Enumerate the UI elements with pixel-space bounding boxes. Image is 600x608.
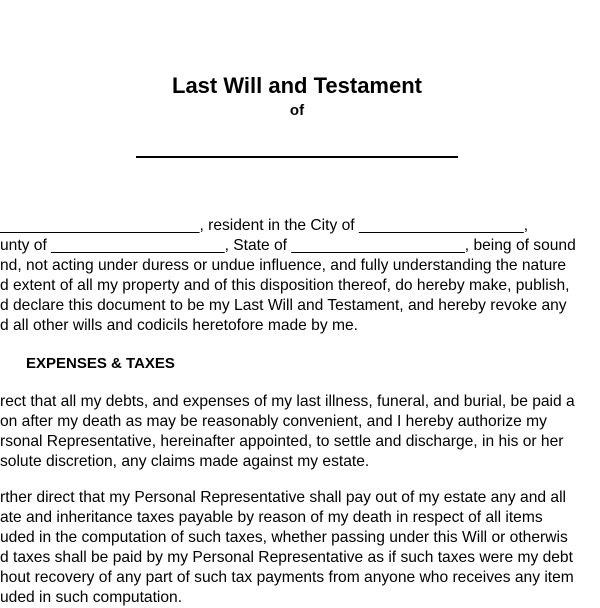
intro-line: unty of ____________________, State of ____________________, being of sound [0,237,576,254]
intro-line: d extent of all my property and of this disposition thereof, do hereby make, publish, [0,277,570,294]
paragraph-line: rsonal Representative, hereinafter appointed, to settle and discharge, in his or her [0,433,564,450]
section-heading-expenses-taxes: EXPENSES & TAXES [26,355,175,372]
paragraph-line: uded in the computation of such taxes, whether passing under this Will or otherwis [0,529,568,546]
paragraph-line: hout recovery of any part of such tax payments from anyone who receives any item [0,569,574,586]
paragraph-line: solute discretion, any claims made against my estate. [0,453,370,470]
title-of: of [289,102,305,119]
intro-line: nd, not acting under duress or undue influence, and fully understanding the nature [0,257,567,274]
paragraph-line: ate and inheritance taxes payable by reason of my death in respect of all items [0,509,543,526]
document-title: Last Will and Testament [172,73,422,98]
intro-line: d all other wills and codicils heretofore made by me. [0,317,358,334]
testator-name-blank [136,156,458,158]
paragraph-line: d taxes shall be paid by my Personal Representative as if such taxes were my debt [0,549,573,566]
paragraph-line: rther direct that my Personal Representative shall pay out of my estate any and all [0,489,566,506]
paragraph-line: on after my death as may be reasonably convenient, and I hereby authorize my [0,413,547,430]
intro-line: d declare this document to be my Last Will and Testament, and hereby revoke any [0,297,567,314]
paragraph-line: uded in such computation. [0,589,183,606]
paragraph-line: rect that all my debts, and expenses of my last illness, funeral, and burial, be paid a [0,393,575,410]
intro-line: _______________________, resident in the City of ___________________, [0,217,529,234]
